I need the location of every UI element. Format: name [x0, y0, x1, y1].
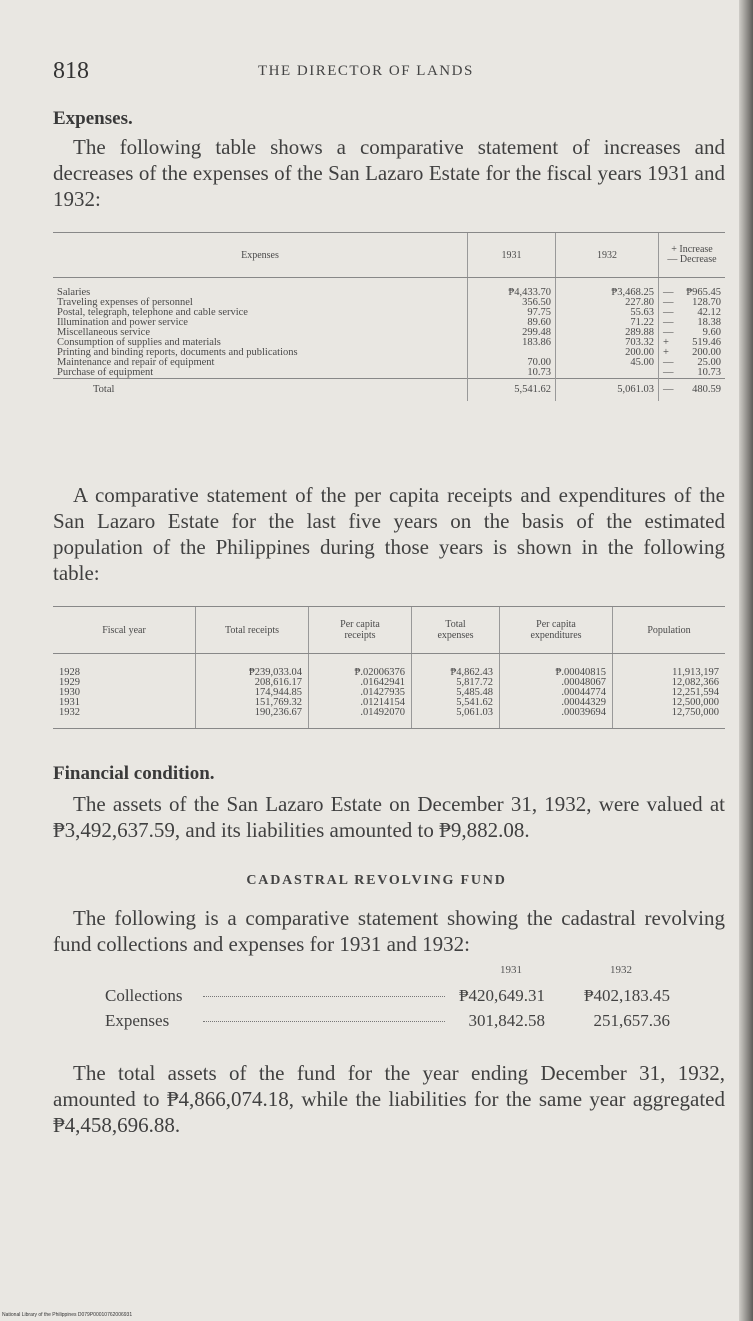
header-increase: + Increase: [671, 244, 713, 255]
change-sign: —: [659, 298, 679, 308]
change-amount: 9.60: [702, 327, 721, 338]
cell-year: 1932: [53, 708, 196, 729]
table-row: [53, 358, 725, 368]
page-edge-shadow: [739, 0, 753, 1321]
cadastral-intro: The following is a comparative statement showing the cadastral revolving fund collections and expenses for 1931 and 1932:: [53, 906, 725, 956]
financial-condition-heading: Financial condition.: [53, 763, 215, 784]
change-sign: —: [659, 368, 679, 379]
cell-receipts: 190,236.67: [196, 708, 309, 729]
table-row: [53, 278, 725, 299]
change-amount: 42.12: [697, 307, 721, 318]
cell-receipts: 174,944.85: [196, 688, 309, 698]
total-sign: —: [659, 379, 679, 402]
change-sign: —: [659, 358, 679, 368]
header-per-capita-expenditures-line2: expenditures: [530, 630, 582, 641]
fund-value-1932: ₱402,183.45: [584, 986, 670, 1005]
change-sign: —: [659, 328, 679, 338]
header-per-capita-receipts: [309, 607, 412, 654]
cell-year: 1931: [59, 697, 80, 708]
expense-item: Printing and binding reports, documents and publications: [57, 347, 298, 358]
page-header: [53, 58, 713, 88]
cell-population: 12,082,366: [613, 678, 726, 688]
header-1932: 1932: [556, 233, 659, 278]
page-number: 818: [53, 58, 89, 84]
cell-expenses: 5,485.48: [412, 688, 500, 698]
header-fiscal-year: Fiscal year: [53, 607, 196, 654]
total-row: [53, 379, 725, 402]
cell-expenses: 5,541.62: [412, 698, 500, 708]
value-1931: ₱4,433.70: [468, 278, 556, 299]
header-total-receipts: Total receipts: [196, 607, 309, 654]
header-total-expenses-line1: Total: [445, 619, 466, 630]
header-per-capita-expenditures-line1: Per capita: [536, 619, 576, 630]
expense-item: Postal, telegraph, telephone and cable service: [57, 307, 248, 318]
value-1931: 70.00: [468, 358, 556, 368]
header-total-expenses-line2: expenses: [437, 630, 474, 641]
expense-item: Salaries: [57, 287, 91, 298]
value-1932: 55.63: [556, 308, 659, 318]
cell-pc-receipts: ₱.02006376: [309, 654, 412, 679]
cell-pc-exp: .00044329: [500, 698, 613, 708]
cell-expenses: 5,061.03: [412, 708, 500, 729]
fund-label: Expenses: [105, 1011, 170, 1030]
change-sign: —: [659, 278, 679, 299]
total-label: Total: [53, 379, 468, 402]
fund-row-collections: [105, 986, 675, 1011]
expense-item: Consumption of supplies and materials: [57, 337, 221, 348]
cell-pc-exp: .00039694: [500, 708, 613, 729]
value-1932: 703.32: [556, 338, 659, 348]
expense-item: Maintenance and repair of equipment: [57, 357, 215, 368]
cadastral-heading: CADASTRAL REVOLVING FUND: [246, 873, 507, 888]
value-1932: 45.00: [556, 358, 659, 368]
per-capita-header: [53, 607, 725, 654]
header-per-capita-receipts-line2: receipts: [344, 630, 376, 641]
change-amount: 10.73: [697, 367, 721, 378]
cell-pc-exp: .00044774: [500, 688, 613, 698]
header-per-capita-expenditures: [500, 607, 613, 654]
header-decrease: — Decrease: [667, 254, 717, 265]
cell-expenses: 5,817.72: [412, 678, 500, 688]
expenses-intro: The following table shows a comparative statement of increases and decreases of the expenses of the San Lazaro Estate for the fiscal years 1931 and 1932:: [53, 135, 725, 211]
value-1932: [556, 368, 659, 379]
table-row: [53, 708, 725, 729]
cadastral-statement: [105, 964, 675, 1036]
fund-label: Collections: [105, 986, 183, 1005]
per-capita-table: [53, 606, 725, 729]
change-amount: 128.70: [692, 297, 721, 308]
total-change: 480.59: [679, 379, 725, 402]
table-row: [53, 368, 725, 379]
cell-receipts: ₱239,033.04: [196, 654, 309, 679]
header-increase-decrease: [659, 233, 726, 278]
change-sign: +: [659, 338, 679, 348]
cell-receipts: 208,616.17: [196, 678, 309, 688]
fund-value-1931: ₱420,649.31: [445, 986, 545, 1006]
expense-item: Miscellaneous service: [57, 327, 151, 338]
header-total-expenses: [412, 607, 500, 654]
cell-year: 1930: [59, 687, 80, 698]
cell-receipts: 151,769.32: [196, 698, 309, 708]
change-sign: —: [659, 318, 679, 328]
change-amount: 25.00: [697, 357, 721, 368]
total-1932: 5,061.03: [556, 379, 659, 402]
value-1931: 89.60: [468, 318, 556, 328]
header-1931: 1931: [468, 233, 556, 278]
expense-item: Traveling expenses of personnel: [57, 297, 193, 308]
change-amount: 200.00: [692, 347, 721, 358]
value-1932: 71.22: [556, 318, 659, 328]
expenses-heading: Expenses.: [53, 108, 133, 129]
cell-population: 11,913,197: [613, 654, 726, 679]
header-population: Population: [613, 607, 726, 654]
change-sign: —: [659, 308, 679, 318]
value-1932: 200.00: [556, 348, 659, 358]
header-expenses: Expenses: [53, 233, 468, 278]
value-1931: 97.75: [468, 308, 556, 318]
value-1931: 10.73: [468, 368, 556, 379]
fund-year-1931: 1931: [500, 964, 522, 976]
value-1932: 289.88: [556, 328, 659, 338]
header-per-capita-receipts-line1: Per capita: [340, 619, 380, 630]
cell-pc-exp: ₱.00040815: [500, 654, 613, 679]
fund-row-expenses: [105, 1011, 675, 1036]
expenses-table-header: [53, 233, 725, 278]
value-1931: 183.86: [468, 338, 556, 348]
change-amount: 519.46: [692, 337, 721, 348]
fund-year-1932: 1932: [610, 964, 632, 976]
cell-population: 12,750,000: [613, 708, 726, 729]
value-1932: 227.80: [556, 298, 659, 308]
fund-value-1932: 251,657.36: [593, 1011, 670, 1030]
financial-condition-text: The assets of the San Lazaro Estate on December 31, 1932, were valued at ₱3,492,637.59, and its liabilities amounted to ₱9,882.08.: [53, 792, 725, 842]
cell-year: 1928: [59, 667, 80, 678]
cell-pc-receipts: .01642941: [309, 678, 412, 688]
value-1932: ₱3,468.25: [556, 278, 659, 299]
cell-population: 12,500,000: [613, 698, 726, 708]
per-capita-intro: A comparative statement of the per capita receipts and expenditures of the San Lazaro Estate for the last five years on the basis of the estimated population of the Philippines during those years is shown in the following table:: [53, 483, 725, 585]
cell-expenses: ₱4,862.43: [412, 654, 500, 679]
cell-pc-exp: .00048067: [500, 678, 613, 688]
expense-item: Illumination and power service: [57, 317, 188, 328]
cell-pc-receipts: .01214154: [309, 698, 412, 708]
change-sign: +: [659, 348, 679, 358]
change-amount: 18.38: [697, 317, 721, 328]
cell-pc-receipts: .01492070: [309, 708, 412, 729]
cell-pc-receipts: .01427935: [309, 688, 412, 698]
cell-year: 1929: [59, 677, 80, 688]
table-row: [53, 654, 725, 679]
fund-value-1931: 301,842.58: [445, 1011, 545, 1031]
expenses-table: [53, 232, 725, 401]
value-1931: 299.48: [468, 328, 556, 338]
scan-footer: National Library of the Philippines D079P00010762006931: [2, 1312, 133, 1318]
cell-population: 12,251,594: [613, 688, 726, 698]
expense-item: Purchase of equipment: [57, 367, 154, 378]
running-title: THE DIRECTOR OF LANDS: [258, 63, 474, 79]
total-1931: 5,541.62: [468, 379, 556, 402]
change-amount: ₱965.45: [686, 287, 721, 298]
cadastral-closing: The total assets of the fund for the year ending December 31, 1932, amounted to ₱4,866,074.18, while the liabilities for the same year aggregated ₱4,458,696.88.: [53, 1061, 725, 1137]
value-1931: 356.50: [468, 298, 556, 308]
